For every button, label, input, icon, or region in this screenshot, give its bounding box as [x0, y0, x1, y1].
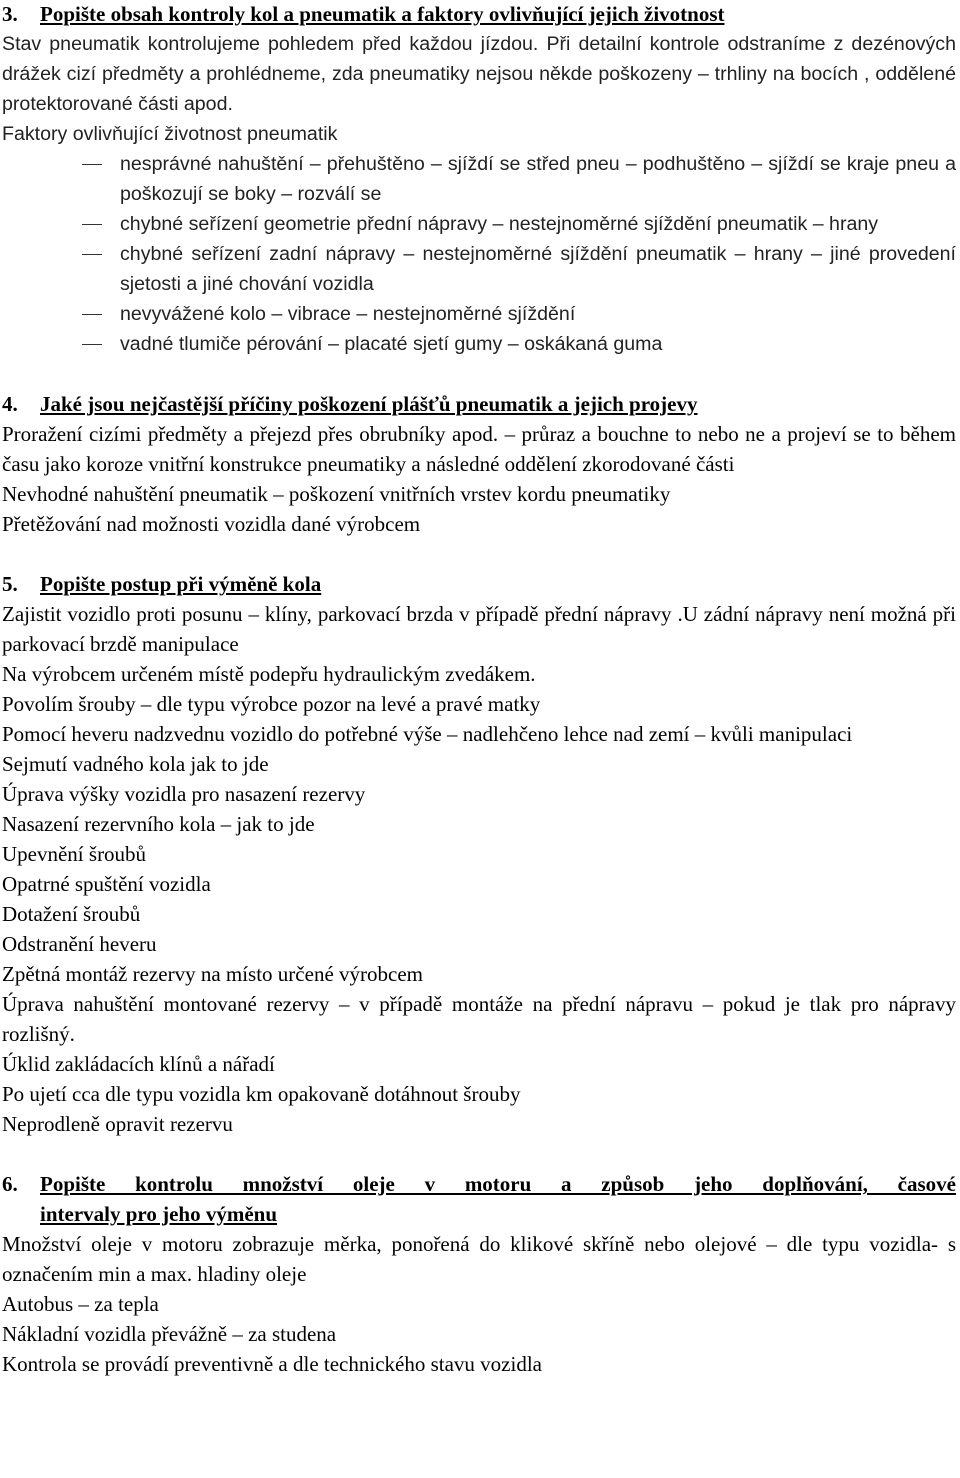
section-title-line-1: Popište kontrolu množství oleje v motoru a způsob jeho doplňování, časové — [40, 1172, 956, 1196]
section-3-heading — [2, 0, 956, 29]
section-number: 4. — [2, 392, 18, 416]
section-number: 3. — [2, 2, 18, 26]
section-title: Popište postup při výměně kola — [40, 572, 322, 596]
paragraph: Nevhodné nahuštění pneumatik – poškození vnitřních vrstev kordu pneumatiky — [2, 482, 671, 506]
paragraph: Kontrola se provádí preventivně a dle technického stavu vozidla — [2, 1352, 542, 1376]
list-item — [2, 239, 956, 299]
section-3 — [2, 0, 956, 359]
step-line: Sejmutí vadného kola jak to jde — [2, 752, 269, 776]
list-item — [2, 149, 956, 209]
step-line: Zpětná montáž rezervy na místo určené výrobcem — [2, 962, 423, 986]
paragraph: Přetěžování nad možnosti vozidla dané výrobcem — [2, 512, 421, 536]
list-item-text: vadné tlumiče pérování – placaté sjetí gumy – oskákaná guma — [120, 333, 663, 355]
dash-bullet — [2, 329, 120, 359]
dash-bullet — [2, 149, 120, 209]
step-line: Úprava výšky vozidla pro nasazení rezervy — [2, 782, 366, 806]
section-title: Popište obsah kontroly kol a pneumatik a faktory ovlivňující jejich životnost — [40, 2, 725, 26]
list-item — [2, 329, 956, 359]
step-line: Povolím šrouby – dle typu výrobce pozor na levé a pravé matky — [2, 692, 541, 716]
factors-title: Faktory ovlivňující životnost pneumatik — [2, 123, 338, 145]
list-item-text: chybné seřízení geometrie přední nápravy – nestejnoměrné sjíždění pneumatik – hrany — [120, 213, 879, 235]
list-item-text: nesprávné nahuštění – přehuštěno – sjíždí se střed pneu – podhuštěno – sjíždí se kraje pneu a poškozují se boky – rozválí se — [120, 153, 956, 205]
list-item — [2, 209, 956, 239]
dash-bullet — [2, 209, 120, 239]
section-6 — [2, 1169, 956, 1379]
step-line: Zajistit vozidlo proti posunu – klíny, parkovací brzda v případě přední nápravy .U zádní nápravy není možná při parkovací brzdě manipulace — [2, 602, 956, 656]
section-4 — [2, 389, 956, 539]
section-title-line-2: intervaly pro jeho výměnu — [40, 1202, 278, 1226]
paragraph: Stav pneumatik kontrolujeme pohledem před každou jízdou. Při detailní kontrole odstraníme z dezénových drážek cizí předměty a prohlédneme, zda pneumatiky nejsou někde poškozeny – trhliny na bocích , oddělené protektorované části apod. — [2, 33, 956, 115]
step-line: Na výrobcem určeném místě podepřu hydraulickým zvedákem. — [2, 662, 536, 686]
step-line: Pomocí heveru nadzvednu vozidlo do potřebné výše – nadlehčeno lehce nad zemí – kvůli manipulaci — [2, 722, 853, 746]
step-line: Neprodleně opravit rezervu — [2, 1112, 233, 1136]
section-title: Jaké jsou nejčastější příčiny poškození plášťů pneumatik a jejich projevy — [40, 392, 698, 416]
section-number: 6. — [2, 1172, 18, 1196]
step-line: Odstranění heveru — [2, 932, 157, 956]
step-line: Úklid zakládacích klínů a nářadí — [2, 1052, 275, 1076]
section-6-heading — [2, 1169, 956, 1229]
list-item — [2, 299, 956, 329]
paragraph: Proražení cizími předměty a přejezd přes obrubníky apod. – průraz a bouchne to nebo ne a projeví se to během času jako koroze vnitřní konstrukce pneumatiky a následné oddělení zkorodované části — [2, 422, 956, 476]
dash-bullet — [2, 239, 120, 299]
step-line: Dotažení šroubů — [2, 902, 141, 926]
step-line: Upevnění šroubů — [2, 842, 147, 866]
step-line: Po ujetí cca dle typu vozidla km opakovaně dotáhnout šrouby — [2, 1082, 521, 1106]
step-line: Úprava nahuštění montované rezervy – v případě montáže na přední nápravu – pokud je tlak pro nápravy rozlišný. — [2, 992, 956, 1046]
section-4-heading — [2, 389, 956, 419]
dash-bullet — [2, 299, 120, 329]
paragraph: Množství oleje v motoru zobrazuje měrka, ponořená do klikové skříně nebo olejové – dle typu vozidla- s označením min a max. hladiny oleje — [2, 1232, 956, 1286]
step-line: Nasazení rezervního kola – jak to jde — [2, 812, 315, 836]
list-item-text: nevyvážené kolo – vibrace – nestejnoměrné sjíždění — [120, 303, 576, 325]
document-page — [2, 0, 956, 1379]
section-5 — [2, 569, 956, 1139]
list-item-text: chybné seřízení zadní nápravy – nestejnoměrné sjíždění pneumatik – hrany – jiné provedení sjetosti a jiné chování vozidla — [120, 243, 956, 295]
step-line: Opatrné spuštění vozidla — [2, 872, 211, 896]
section-5-heading — [2, 569, 956, 599]
section-title — [40, 1169, 956, 1229]
paragraph: Nákladní vozidla převážně – za studena — [2, 1322, 337, 1346]
paragraph: Autobus – za tepla — [2, 1292, 159, 1316]
section-number: 5. — [2, 572, 18, 596]
factors-list — [2, 149, 956, 359]
